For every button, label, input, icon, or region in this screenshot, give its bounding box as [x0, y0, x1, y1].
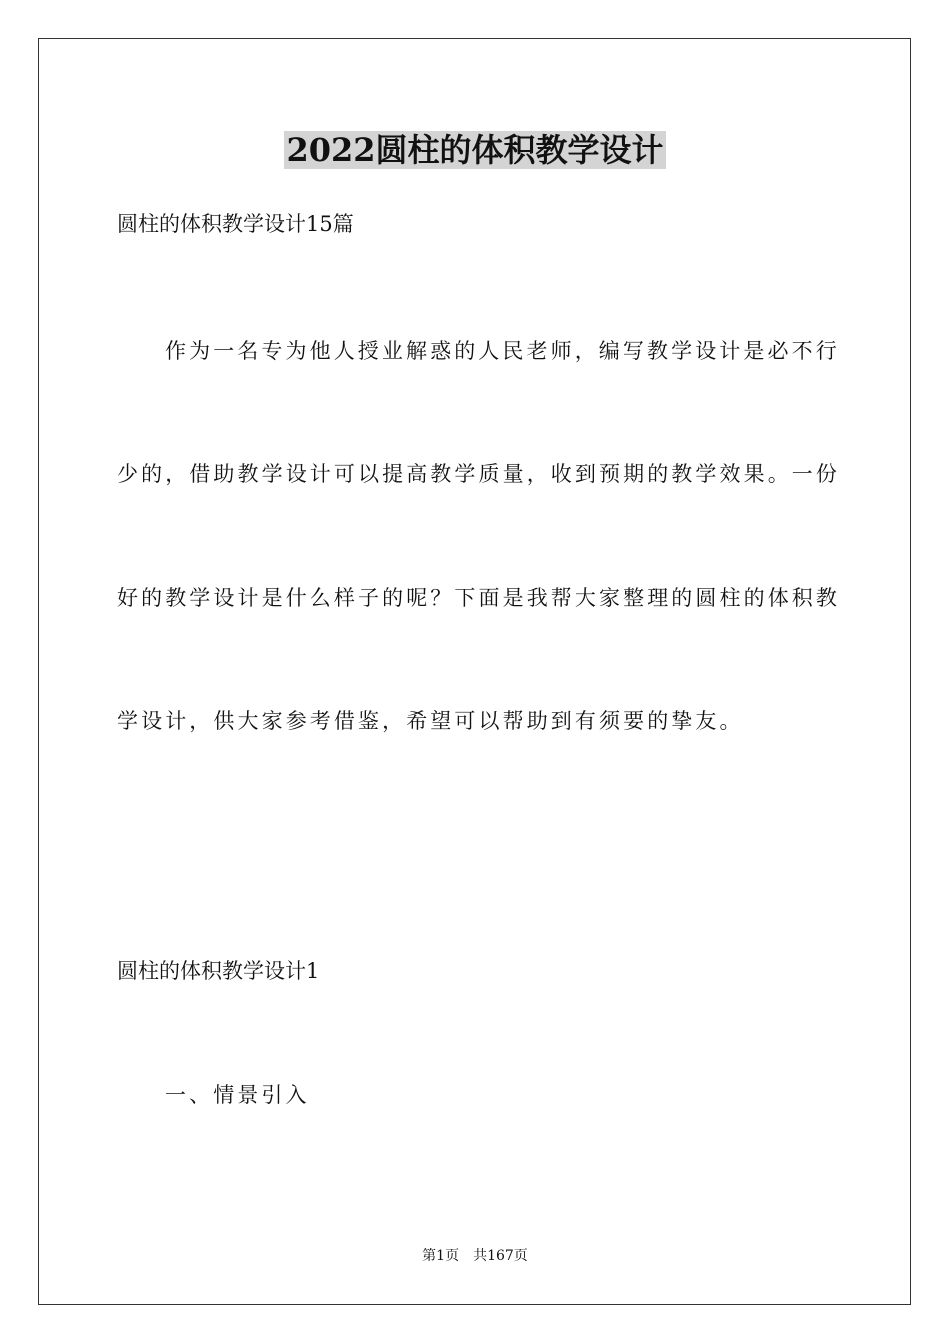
section-heading: 圆柱的体积教学设计1: [117, 959, 320, 983]
intro-line-2: 少的，借助教学设计可以提高教学质量，收到预期的教学效果。一份: [117, 462, 840, 486]
document-title-text: 2022圆柱的体积教学设计: [286, 131, 664, 169]
intro-line-4: 学设计，供大家参考借鉴，希望可以帮助到有须要的挚友。: [117, 709, 744, 733]
document-title: [0, 128, 950, 172]
page-footer: 第1页 共167页: [422, 1248, 528, 1264]
subsection-heading: 一、情景引入: [165, 1083, 310, 1107]
intro-line-3: 好的教学设计是什么样子的呢？下面是我帮大家整理的圆柱的体积教: [117, 586, 840, 610]
intro-line-1: 作为一名专为他人授业解惑的人民老师，编写教学设计是必不行: [165, 339, 840, 363]
document-subtitle: 圆柱的体积教学设计15篇: [117, 212, 354, 236]
